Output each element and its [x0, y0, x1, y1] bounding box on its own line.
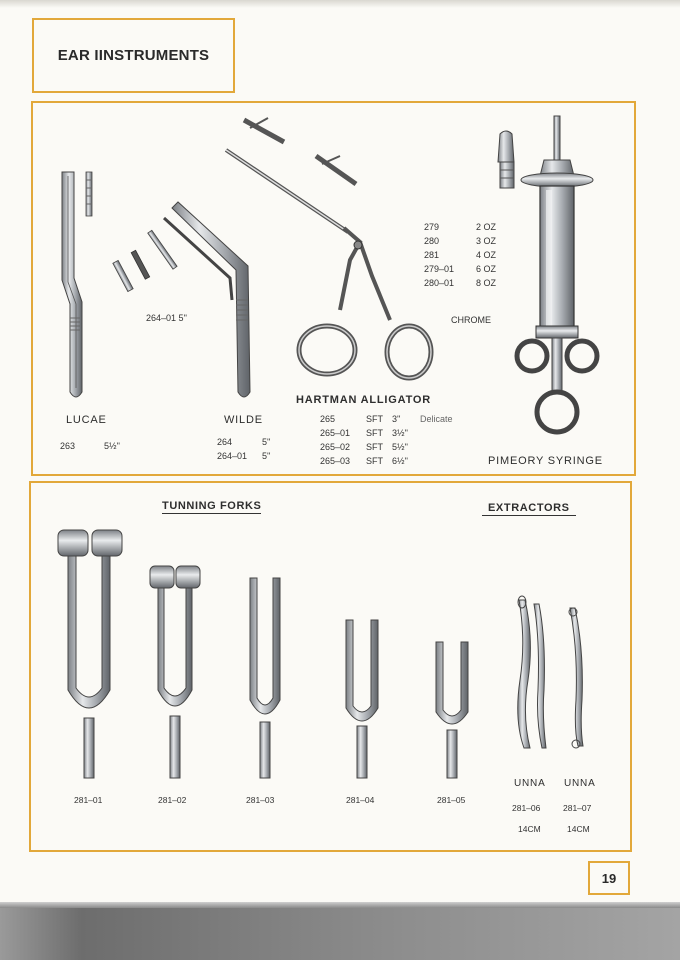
extractor-name-2: UNNA: [564, 778, 596, 789]
syringe-code-3: 281: [424, 250, 440, 260]
hartman-size-4: 6½'': [392, 456, 408, 466]
lucae-code: 263: [60, 441, 76, 451]
tuning-forks-images: [58, 530, 468, 778]
syringe-capacity-4: 6 OZ: [476, 264, 497, 274]
wilde-size-1: 5'': [262, 437, 271, 447]
tuning-forks-heading: TUNNING FORKS: [162, 500, 262, 512]
syringe-finish: CHROME: [451, 315, 491, 325]
wilde-forceps-image: [164, 202, 250, 397]
wilde-name: WILDE: [224, 414, 263, 426]
syringe-capacity-5: 8 OZ: [476, 278, 497, 288]
syringe-capacity-2: 3 OZ: [476, 236, 497, 246]
wilde-code-1: 264: [217, 437, 233, 447]
extractor-name-1: UNNA: [514, 778, 546, 789]
fork-code-2: 281–02: [158, 795, 187, 805]
fork-code-5: 281–05: [437, 795, 466, 805]
hartman-code-2: 265–01: [320, 428, 351, 438]
hartman-type-1: SFT: [366, 414, 383, 424]
hartman-size-1: 3'': [392, 414, 401, 424]
hartman-code-4: 265–03: [320, 456, 351, 466]
syringe-code-2: 280: [424, 236, 440, 246]
extractor-code-1: 281–06: [512, 803, 541, 813]
hartman-alligator-image: [226, 118, 431, 378]
page-number: 19: [601, 870, 617, 886]
jaw-detail-images: [113, 230, 177, 291]
hartman-size-3: 5½'': [392, 442, 408, 452]
syringe-code-4: 279–01: [424, 264, 455, 274]
syringe-code-5: 280–01: [424, 278, 455, 288]
hartman-type-2: SFT: [366, 428, 383, 438]
syringe-name: PIMEORY SYRINGE: [488, 455, 603, 467]
extractor-size-1: 14CM: [518, 824, 541, 834]
hartman-note-1: Delicate: [420, 414, 453, 424]
extractor-code-2: 281–07: [563, 803, 592, 813]
fork-code-1: 281–01: [74, 795, 103, 805]
wilde-size-2: 5'': [262, 451, 271, 461]
hartman-size-2: 3½'': [392, 428, 408, 438]
hartman-code-3: 265–02: [320, 442, 351, 452]
extractor-size-2: 14CM: [567, 824, 590, 834]
hartman-name: HARTMAN ALLIGATOR: [296, 394, 431, 406]
page-number-box: [588, 861, 630, 895]
scan-shadow: [0, 902, 680, 960]
pimeory-syringe-image: [498, 116, 597, 432]
lucae-name: LUCAE: [66, 414, 107, 426]
extractors-images: [518, 596, 583, 748]
syringe-capacity-3: 4 OZ: [476, 250, 497, 260]
fork-code-4: 281–04: [346, 795, 375, 805]
lucae-size: 5½'': [104, 441, 120, 451]
extractors-heading: EXTRACTORS: [482, 502, 576, 516]
syringe-capacity-1: 2 OZ: [476, 222, 497, 232]
page-title: EAR IINSTRUMENTS: [57, 47, 210, 64]
wilde-code-2: 264–01: [217, 451, 248, 461]
hartman-type-4: SFT: [366, 456, 383, 466]
lucae-forceps-image: [62, 172, 92, 397]
wilde-inline-label: 264–01 5'': [146, 313, 187, 323]
hartman-code-1: 265: [320, 414, 336, 424]
hartman-type-3: SFT: [366, 442, 383, 452]
syringe-code-1: 279: [424, 222, 440, 232]
fork-code-3: 281–03: [246, 795, 275, 805]
